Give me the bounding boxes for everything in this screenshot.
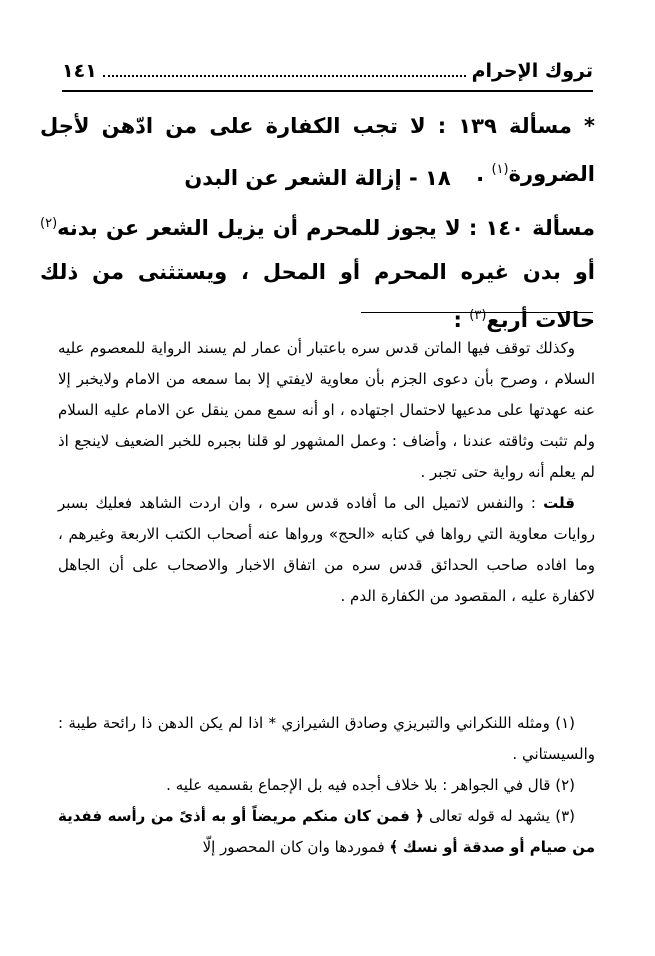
masala-139-text: : لا تجب الكفارة على من ادّهن لأجل الضرورة [40,114,595,186]
footnote-continuation [58,333,595,612]
quran-close-bracket: ﴾ [389,838,399,856]
footnote-2 [58,770,595,801]
footnote-ref-1: (١) [491,162,509,177]
footnote-ref-3: (٣) [469,308,487,323]
quran-verse: فمن كان منكم مريضاً أو به أذىً من رأسه ففدية من صيام أو صدقة أو نسك [58,807,595,856]
qultu-label: قلت [543,494,575,512]
continuation-para-1: وكذلك توقف فيها الماتن قدس سره باعتبار أن عمار لم يسند الرواية للمعصوم عليه السلام ، وصرح بأن دعوى الجزم بأن معاوية لايفتي إلا بما سمعه من الامام ولايخبر إلا عنه عهدتها على مدعيها لاحتمال اجتهاده ، او أنه سمع ممن ينقل عن الامام عليه السلام ولم تثبت وثاقته عندنا ، وأضاف : وعمل المشهور لو قلنا بجبره للخبر الضعيف لاينجع اذ لم يعلم أنه رواية حتى تجبر . [58,339,595,481]
footnote-rule [361,312,593,313]
star-marker: * [584,114,596,138]
footnote-ref-2: (٢) [40,216,58,231]
section-title: ١٨ - إزالة الشعر عن البدن [184,166,451,190]
footnote-2-text: قال في الجواهر : بلا خلاف أجده فيه بل الإجماع بقسميه عليه . [166,776,551,794]
footnote-2-num: (٢) [555,776,575,794]
leader-dots [103,75,466,77]
masala-139-end: . [476,162,485,186]
page-number: ١٤١ [62,60,97,82]
footnote-1-num: (١) [555,714,575,732]
continuation-para-2 [58,488,595,612]
footnote-1-text: ومثله اللنكراني والتبريزي وصادق الشيرازي * اذا لم يكن الدهن ذا رائحة طيبة : والسيستاني . [58,714,595,763]
footnotes-list [58,708,595,863]
footnote-3-text-after: فموردها وان كان المحصور إلّا [202,838,385,856]
footnote-3-text-before: يشهد له قوله تعالى [429,807,551,825]
masala-139-label: مسألة ١٣٩ [458,114,572,138]
continuation-para-2-text: : والنفس لاتميل الى ما أفاده قدس سره ، وان اردت الشاهد فعليك بسبر روايات معاوية التي رواها في كتابه «الحج» ورواها عنه أصحاب الكتب الاربعة وغيرهم ، وما افاده صاحب الحدائق قدس سره من اتفاق الاخبار والاصحاب على أن الجاهل لاكفارة عليه ، المقصود من الكفارة الدم . [58,494,595,605]
masala-140-text-2: أو بدن غيره المحرم أو المحل ، ويستثنى من ذلك حالات أربع [40,260,595,332]
quran-open-bracket: ﴿ [415,807,424,825]
running-title: تروك الإحرام [471,60,593,82]
masala-140-end: : [453,308,462,332]
header-rule [62,90,593,92]
footnote-3 [58,801,595,863]
footnote-1 [58,708,595,770]
masala-140-text-1: : لا يجوز للمحرم أن يزيل الشعر عن بدنه [57,216,478,240]
running-header [62,60,593,82]
footnote-3-num: (٣) [555,807,575,825]
masala-140 [40,202,595,342]
masala-140-label: مسألة ١٤٠ [485,216,595,240]
